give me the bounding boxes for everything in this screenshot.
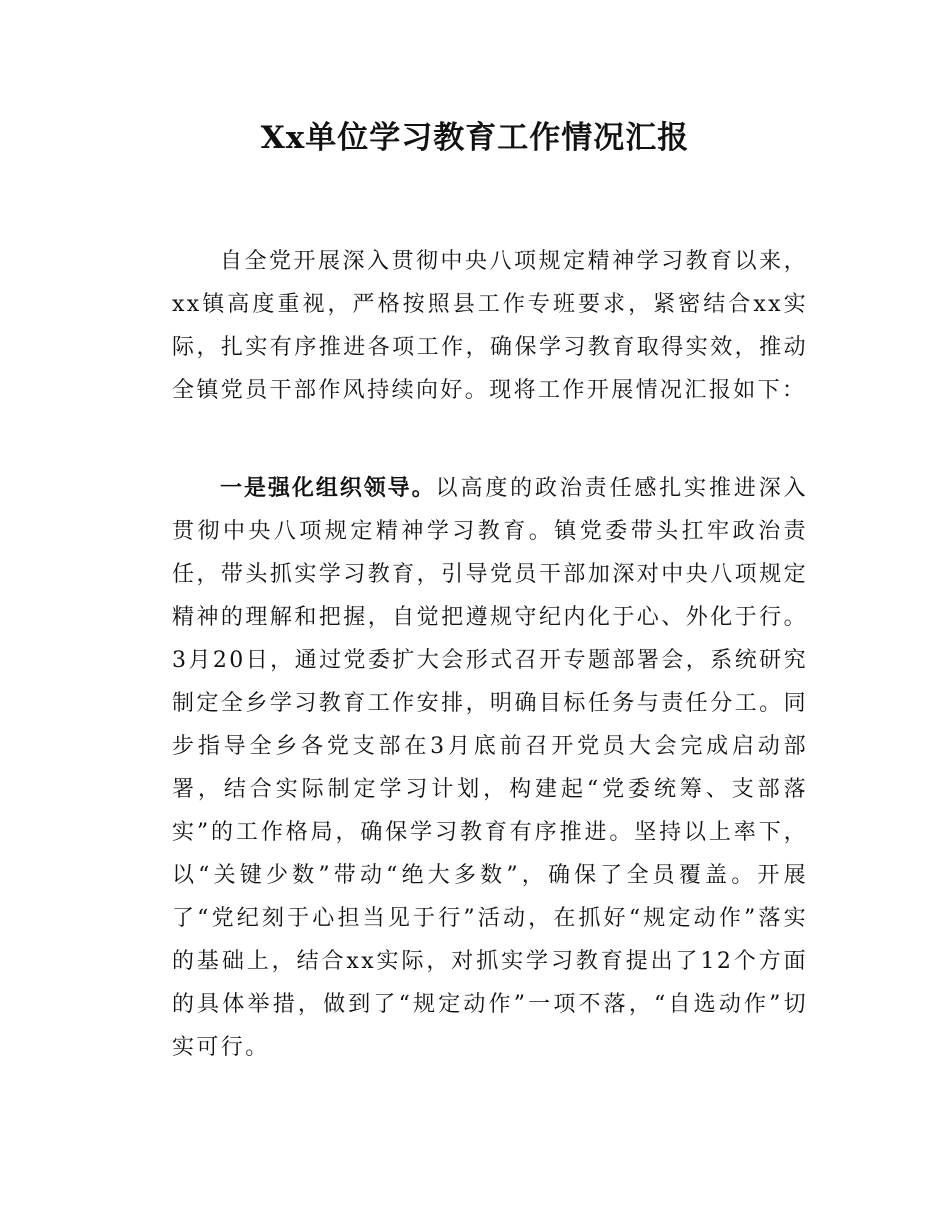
paragraph-organization-lead: 一是强化组织领导。 [220,476,436,501]
paragraph-organization [172,467,808,1069]
paragraph-intro-text: 自全党开展深入贯彻中央八项规定精神学习教育以来，xx镇高度重视，严格按照县工作专班要求，紧密结合xx实际，扎实有序推进各项工作，确保学习教育取得实效，推动全镇党员干部作风持续向好。现将工作开展情况汇报如下： [172,249,808,403]
paragraph-organization-text: 以高度的政治责任感扎实推进深入贯彻中央八项规定精神学习教育。镇党委带头扛牢政治责任，带头抓实学习教育，引导党员干部加深对中央八项规定精神的理解和把握，自觉把遵规守纪内化于心、外化于行。3月20日，通过党委扩大会形式召开专题部署会，系统研究制定全乡学习教育工作安排，明确目标任务与责任分工。同步指导全乡各党支部在3月底前召开党员大会完成启动部署，结合实际制定学习计划，构建起“党委统筹、支部落实”的工作格局，确保学习教育有序推进。坚持以上率下，以“关键少数”带动“绝大多数”，确保了全员覆盖。开展了“党纪刻于心担当见于行”活动，在抓好“规定动作”落实的基础上，结合xx实际，对抓实学习教育提出了12个方面的具体举措，做到了“规定动作”一项不落，“自选动作”切实可行。 [172,476,808,1060]
document-title: Xx单位学习教育工作情况汇报 [260,120,690,156]
paragraph-intro [172,240,808,412]
